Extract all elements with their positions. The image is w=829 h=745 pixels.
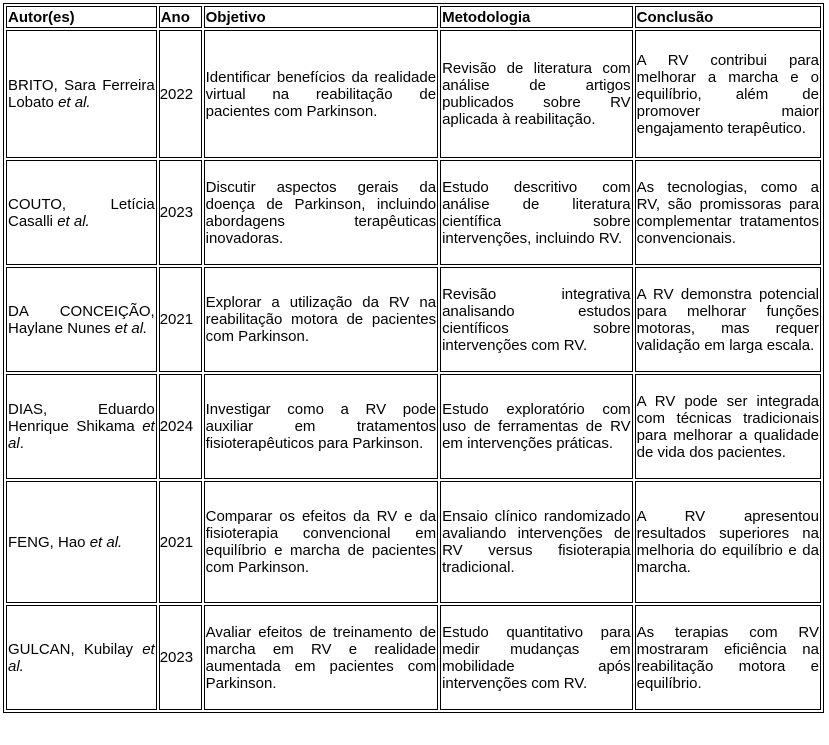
cell-author: DIAS, Eduardo Henrique Shikama et al. bbox=[6, 374, 157, 479]
author-name: COUTO, Letícia Casalli bbox=[8, 195, 155, 230]
cell-author bbox=[6, 481, 157, 603]
cell-year: 2022 bbox=[159, 30, 202, 158]
cell-year: 2021 bbox=[159, 267, 202, 372]
cell-author bbox=[6, 267, 157, 372]
cell-conclusion: A RV pode ser integrada com técnicas tradicionais para melhorar a qualidade de vida dos pacientes. bbox=[635, 374, 821, 479]
cell-year: 2021 bbox=[159, 481, 202, 603]
cell-year: 2023 bbox=[159, 160, 202, 265]
cell-methodology: Estudo quantitativo para medir mudanças em mobilidade após intervenções com RV. bbox=[440, 605, 633, 710]
cell-methodology: Estudo exploratório com uso de ferramentas de RV em intervenções práticas. bbox=[440, 374, 633, 479]
cell-objective: Comparar os efeitos da RV e da fisioterapia convencional em equilíbrio e marcha de pacientes com Parkinson. bbox=[204, 481, 438, 603]
author-name: DIAS, Eduardo Henrique Shikama bbox=[8, 401, 155, 435]
author-name: GULCAN, Kubilay bbox=[8, 640, 134, 658]
table-row bbox=[6, 30, 821, 158]
author-etal: et al. bbox=[8, 640, 155, 675]
review-table-container bbox=[3, 3, 824, 713]
table-row bbox=[6, 160, 821, 265]
cell-author bbox=[6, 605, 157, 710]
author-name: DA CONCEIÇÃO, Haylane Nunes bbox=[8, 302, 155, 337]
author-name: BRITO, Sara Ferreira Lobato bbox=[8, 77, 155, 111]
table-row bbox=[6, 267, 821, 372]
table-row bbox=[6, 481, 821, 603]
header-objective: Objetivo bbox=[204, 6, 438, 28]
cell-author bbox=[6, 30, 157, 158]
cell-objective: Identificar benefícios da realidade virtual na reabilitação de pacientes com Parkinson. bbox=[204, 30, 438, 158]
table-row bbox=[6, 374, 821, 479]
cell-author bbox=[6, 160, 157, 265]
cell-conclusion: A RV contribui para melhorar a marcha e o equilíbrio, além de promover maior engajamento terapêutico. bbox=[635, 30, 821, 158]
author-etal: et al. bbox=[58, 94, 91, 111]
header-row bbox=[6, 6, 821, 28]
author-etal: et al. bbox=[89, 533, 123, 551]
literature-review-table bbox=[3, 3, 824, 713]
table-row bbox=[6, 605, 821, 710]
cell-methodology: Ensaio clínico randomizado avaliando intervenções de RV versus fisioterapia tradicional. bbox=[440, 481, 633, 603]
author-etal: et al. bbox=[57, 212, 90, 230]
cell-year: 2024 bbox=[159, 374, 202, 479]
cell-objective: Avaliar efeitos de treinamento de marcha em RV e realidade aumentada em pacientes com Parkinson. bbox=[204, 605, 438, 710]
cell-conclusion: As tecnologias, como a RV, são promissoras para complementar tratamentos convencionais. bbox=[635, 160, 821, 265]
header-year: Ano bbox=[159, 6, 202, 28]
cell-methodology: Revisão de literatura com análise de artigos publicados sobre RV aplicada à reabilitação. bbox=[440, 30, 633, 158]
header-conclusion: Conclusão bbox=[635, 6, 821, 28]
author-name: FENG, Hao bbox=[8, 533, 86, 551]
cell-conclusion: As terapias com RV mostraram eficiência na reabilitação motora e equilíbrio. bbox=[635, 605, 821, 710]
cell-conclusion: A RV demonstra potencial para melhorar funções motoras, mas requer validação em larga escala. bbox=[635, 267, 821, 372]
cell-methodology: Revisão integrativa analisando estudos científicos sobre intervenções com RV. bbox=[440, 267, 633, 372]
cell-methodology: Estudo descritivo com análise de literatura científica sobre intervenções, incluindo RV. bbox=[440, 160, 633, 265]
cell-objective: Investigar como a RV pode auxiliar em tratamentos fisioterapêuticos para Parkinson. bbox=[204, 374, 438, 479]
cell-year: 2023 bbox=[159, 605, 202, 710]
cell-conclusion: A RV apresentou resultados superiores na melhoria do equilíbrio e da marcha. bbox=[635, 481, 821, 603]
header-methodology: Metodologia bbox=[440, 6, 633, 28]
header-author: Autor(es) bbox=[6, 6, 157, 28]
cell-objective: Discutir aspectos gerais da doença de Parkinson, incluindo abordagens terapêuticas inovadoras. bbox=[204, 160, 438, 265]
author-etal: et al. bbox=[114, 319, 148, 337]
cell-objective: Explorar a utilização da RV na reabilitação motora de pacientes com Parkinson. bbox=[204, 267, 438, 372]
author-etal: et al bbox=[8, 418, 155, 452]
